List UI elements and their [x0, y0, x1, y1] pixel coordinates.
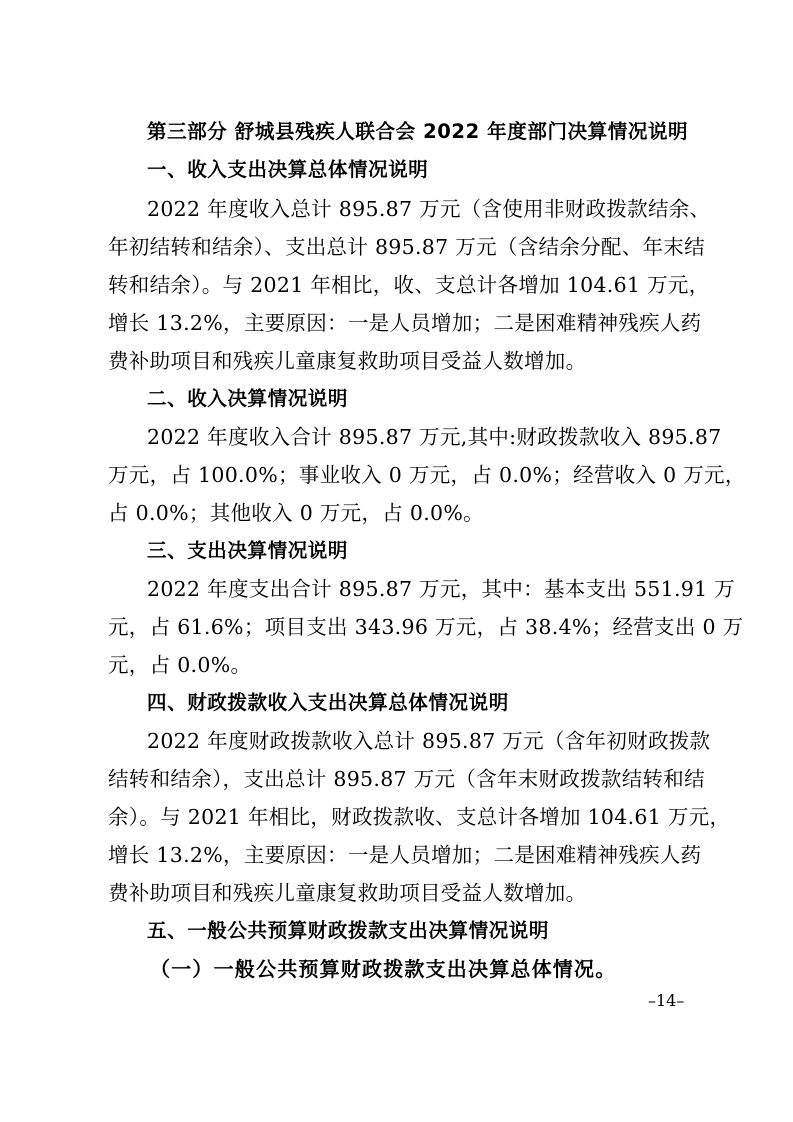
paragraph-line: 2022 年度支出合计 895.87 万元，其中：基本支出 551.91 万: [147, 577, 736, 601]
paragraph-line: 万元，占 100.0%；事业收入 0 万元，占 0.0%；经营收入 0 万元，: [108, 463, 746, 487]
section-heading-3: 三、支出决算情况说明: [147, 539, 349, 562]
section-heading-4: 四、财政拨款收入支出决算总体情况说明: [147, 691, 509, 714]
paragraph-line: 转和结余）。与 2021 年相比，收、支总计各增加 104.61 万元，: [108, 273, 710, 297]
paragraph-line: 增长 13.2%，主要原因：一是人员增加；二是困难精神残疾人药: [108, 311, 702, 335]
section-heading-2: 二、收入决算情况说明: [147, 387, 349, 410]
paragraph-line: 增长 13.2%，主要原因：一是人员增加；二是困难精神残疾人药: [108, 843, 702, 867]
subsection-heading: （一）一般公共预算财政拨款支出决算总体情况。: [150, 957, 617, 981]
paragraph-line: 2022 年度收入合计 895.87 万元,其中:财政拨款收入 895.87: [147, 425, 722, 449]
paragraph-line: 元，占 0.0%。: [108, 653, 252, 677]
page-number: –14–: [648, 991, 685, 1010]
paragraph-line: 结转和结余），支出总计 895.87 万元（含年末财政拨款结转和结: [108, 767, 705, 791]
paragraph-line: 2022 年度财政拨款收入总计 895.87 万元（含年初财政拨款: [147, 729, 711, 753]
paragraph-line: 年初结转和结余）、支出总计 895.87 万元（含结余分配、年末结: [108, 235, 705, 259]
page-title: 第三部分 舒城县残疾人联合会 2022 年度部门决算情况说明: [147, 120, 689, 143]
paragraph-line: 费补助项目和残疾儿童康复救助项目受益人数增加。: [108, 881, 587, 905]
paragraph-line: 余）。与 2021 年相比，财政拨款收、支总计各增加 104.61 万元，: [108, 805, 731, 829]
paragraph-line: 2022 年度收入总计 895.87 万元（含使用非财政拨款结余、: [147, 197, 711, 221]
paragraph-line: 元，占 61.6%；项目支出 343.96 万元，占 38.4%；经营支出 0 万: [108, 615, 744, 639]
paragraph-line: 占 0.0%；其他收入 0 万元，占 0.0%。: [108, 501, 484, 525]
section-heading-1: 一、收入支出决算总体情况说明: [147, 158, 429, 181]
paragraph-line: 费补助项目和残疾儿童康复救助项目受益人数增加。: [108, 349, 587, 373]
section-heading-5: 五、一般公共预算财政拨款支出决算情况说明: [147, 919, 550, 942]
